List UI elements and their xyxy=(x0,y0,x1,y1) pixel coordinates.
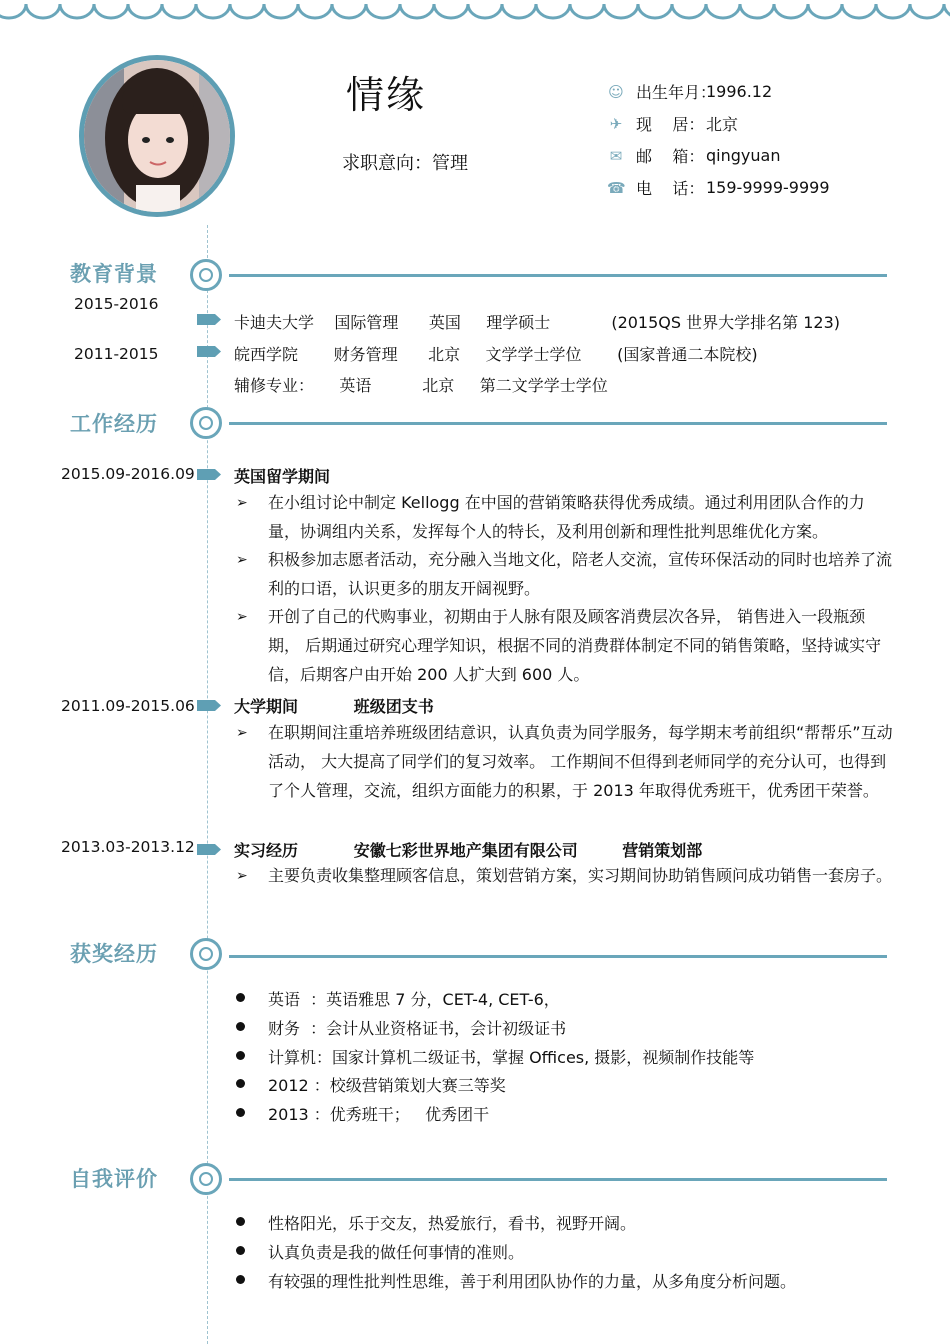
self-item: 认真负责是我的做任何事情的准则。 xyxy=(268,1243,525,1262)
scallop-arc xyxy=(468,4,502,18)
self-item: 性格阳光，乐于交友，热爱旅行，看书，视野开阔。 xyxy=(268,1214,637,1233)
scallop-arc xyxy=(740,4,774,18)
section-ring-icon xyxy=(190,407,222,439)
plane-icon: ✈ xyxy=(609,114,623,133)
info-value: 北京 xyxy=(706,115,739,134)
section-ring-icon xyxy=(190,259,222,291)
scalloped-top-border xyxy=(0,0,950,22)
work-date: 2015.09-2016.09 xyxy=(61,465,195,483)
info-value: 159-9999-9999 xyxy=(706,178,830,197)
info-phone xyxy=(607,176,830,199)
work-item: 开创了自己的代购事业，初期由于人脉有限及顾客消费层次各异， 销售进入一段瓶颈期， 后期通过研究心理学知识，根据不同的消费群体制定不同的销售策略，坚持诚实守信，后期客户由开始 200 人扩大到 600 人。 xyxy=(268,607,882,684)
bullet-dot-icon xyxy=(236,1275,245,1284)
work-item: 积极参加志愿者活动，充分融入当地文化，陪老人交流，宣传环保活动的同时也培养了流利的口语，认识更多的朋友开阔视野。 xyxy=(268,550,893,598)
scallop-arc xyxy=(706,4,740,18)
bullet-arrow-icon: ➢ xyxy=(236,868,248,884)
section-divider xyxy=(229,422,887,425)
award-item: 计算机：国家计算机二级证书，掌握 Offices, 摄影，视频制作技能等 xyxy=(268,1048,755,1067)
bullet-dot-icon xyxy=(236,1246,245,1255)
edu-date: 2015-2016 xyxy=(74,295,159,313)
scallop-arc xyxy=(298,4,332,18)
work-heading: 实习经历 安徽七彩世界地产集团有限公司 营销策划部 xyxy=(234,841,703,860)
timeline-arrow-icon xyxy=(197,844,221,855)
job-intent-value: 管理 xyxy=(432,153,468,174)
scallop-arc xyxy=(570,4,604,18)
timeline-arrow-icon xyxy=(197,700,221,711)
scallop-arc xyxy=(638,4,672,18)
job-intent-label: 求职意向： xyxy=(342,153,432,174)
section-ring-icon xyxy=(190,1163,222,1195)
section-divider xyxy=(229,1178,887,1181)
section-divider xyxy=(229,274,887,277)
bullet-dot-icon xyxy=(236,1217,245,1226)
avatar xyxy=(79,55,235,217)
scallop-arc xyxy=(60,4,94,18)
bullet-arrow-icon: ➢ xyxy=(236,495,248,511)
bullet-arrow-icon: ➢ xyxy=(236,725,248,741)
scallop-arc xyxy=(230,4,264,18)
scallop-arc xyxy=(264,4,298,18)
edu-line: 卡迪夫大学 国际管理 英国 理学硕士 (2015QS 世界大学排名第 123) xyxy=(234,313,840,332)
scallop-arc xyxy=(808,4,842,18)
scallop-arc xyxy=(434,4,468,18)
job-intent xyxy=(342,149,468,175)
work-date: 2013.03-2013.12 xyxy=(61,838,195,856)
scallop-arc xyxy=(502,4,536,18)
candidate-name: 情缘 xyxy=(346,73,427,117)
timeline-arrow-icon xyxy=(197,469,221,480)
award-item: 2013 ：优秀班干； 优秀团干 xyxy=(268,1105,490,1124)
section-title-awards: 获奖经历 xyxy=(70,942,158,966)
scallop-arc xyxy=(842,4,876,18)
info-label: 电 话： xyxy=(636,179,705,198)
info-birth xyxy=(607,80,772,103)
smile-icon: ☺ xyxy=(608,82,624,101)
scallop-arc xyxy=(400,4,434,18)
section-ring-icon xyxy=(190,938,222,970)
section-title-work: 工作经历 xyxy=(70,412,158,436)
award-item: 英语 ：英语雅思 7 分，CET-4, CET-6， xyxy=(268,990,560,1009)
section-title-self: 自我评价 xyxy=(70,1167,158,1191)
bullet-dot-icon xyxy=(236,993,245,1002)
bullet-dot-icon xyxy=(236,1051,245,1060)
info-label: 现 居： xyxy=(636,115,705,134)
bullet-dot-icon xyxy=(236,1108,245,1117)
info-value: 1996.12 xyxy=(706,82,773,101)
section-divider xyxy=(229,955,887,958)
scallop-arc xyxy=(672,4,706,18)
edu-date: 2011-2015 xyxy=(74,345,159,363)
scallop-arc xyxy=(332,4,366,18)
award-item: 2012 ：校级营销策划大赛三等奖 xyxy=(268,1076,506,1095)
bullet-dot-icon xyxy=(236,1022,245,1031)
info-label: 出生年月： xyxy=(636,83,717,102)
phone-icon: ☎ xyxy=(607,178,626,197)
scallop-arc xyxy=(366,4,400,18)
bullet-arrow-icon: ➢ xyxy=(236,609,248,625)
info-email xyxy=(607,144,780,167)
scallop-arc xyxy=(94,4,128,18)
scallop-arc xyxy=(536,4,570,18)
edu-minor: 辅修专业： 英语 北京 第二文学学士学位 xyxy=(234,376,608,395)
work-date: 2011.09-2015.06 xyxy=(61,697,195,715)
scallop-arc xyxy=(128,4,162,18)
bullet-arrow-icon: ➢ xyxy=(236,552,248,568)
scallop-arc xyxy=(910,4,944,18)
scallop-arc xyxy=(774,4,808,18)
scallop-arc xyxy=(162,4,196,18)
work-heading: 英国留学期间 xyxy=(234,467,331,486)
work-heading: 大学期间 班级团支书 xyxy=(234,697,434,716)
award-item: 财务 ：会计从业资格证书，会计初级证书 xyxy=(268,1019,567,1038)
scallop-arc xyxy=(876,4,910,18)
edu-line: 皖西学院 财务管理 北京 文学学士学位 (国家普通二本院校) xyxy=(234,345,758,364)
scallop-arc xyxy=(196,4,230,18)
info-residence xyxy=(607,112,738,135)
timeline-arrow-icon xyxy=(197,346,221,357)
envelope-icon: ✉ xyxy=(609,146,623,165)
section-title-education: 教育背景 xyxy=(70,262,158,286)
scallop-arc xyxy=(604,4,638,18)
work-item: 在职期间注重培养班级团结意识，认真负责为同学服务，每学期末考前组织“帮帮乐”互动活动， 大大提高了同学们的复习效率。 工作期间不但得到老师同学的充分认可，也得到了个人管理，交流，组织方面能力的积累，于 2013 年取得优秀班干，优秀团干荣誉。 xyxy=(268,723,893,800)
scallop-arc xyxy=(944,4,950,18)
scallop-arc xyxy=(26,4,60,18)
bullet-dot-icon xyxy=(236,1079,245,1088)
work-item: 主要负责收集整理顾客信息，策划营销方案，实习期间协助销售顾问成功销售一套房子。 xyxy=(268,866,893,885)
info-label: 邮 箱： xyxy=(636,147,705,166)
info-value: qingyuan xyxy=(706,146,781,165)
work-item: 在小组讨论中制定 Kellogg 在中国的营销策略获得优秀成绩。通过利用团队合作的力量，协调组内关系，发挥每个人的特长，及利用创新和理性批判思维优化方案。 xyxy=(268,493,865,541)
timeline-arrow-icon xyxy=(197,314,221,325)
scallop-arc xyxy=(0,4,26,18)
self-item: 有较强的理性批判性思维，善于利用团队协作的力量，从多角度分析问题。 xyxy=(268,1272,797,1291)
